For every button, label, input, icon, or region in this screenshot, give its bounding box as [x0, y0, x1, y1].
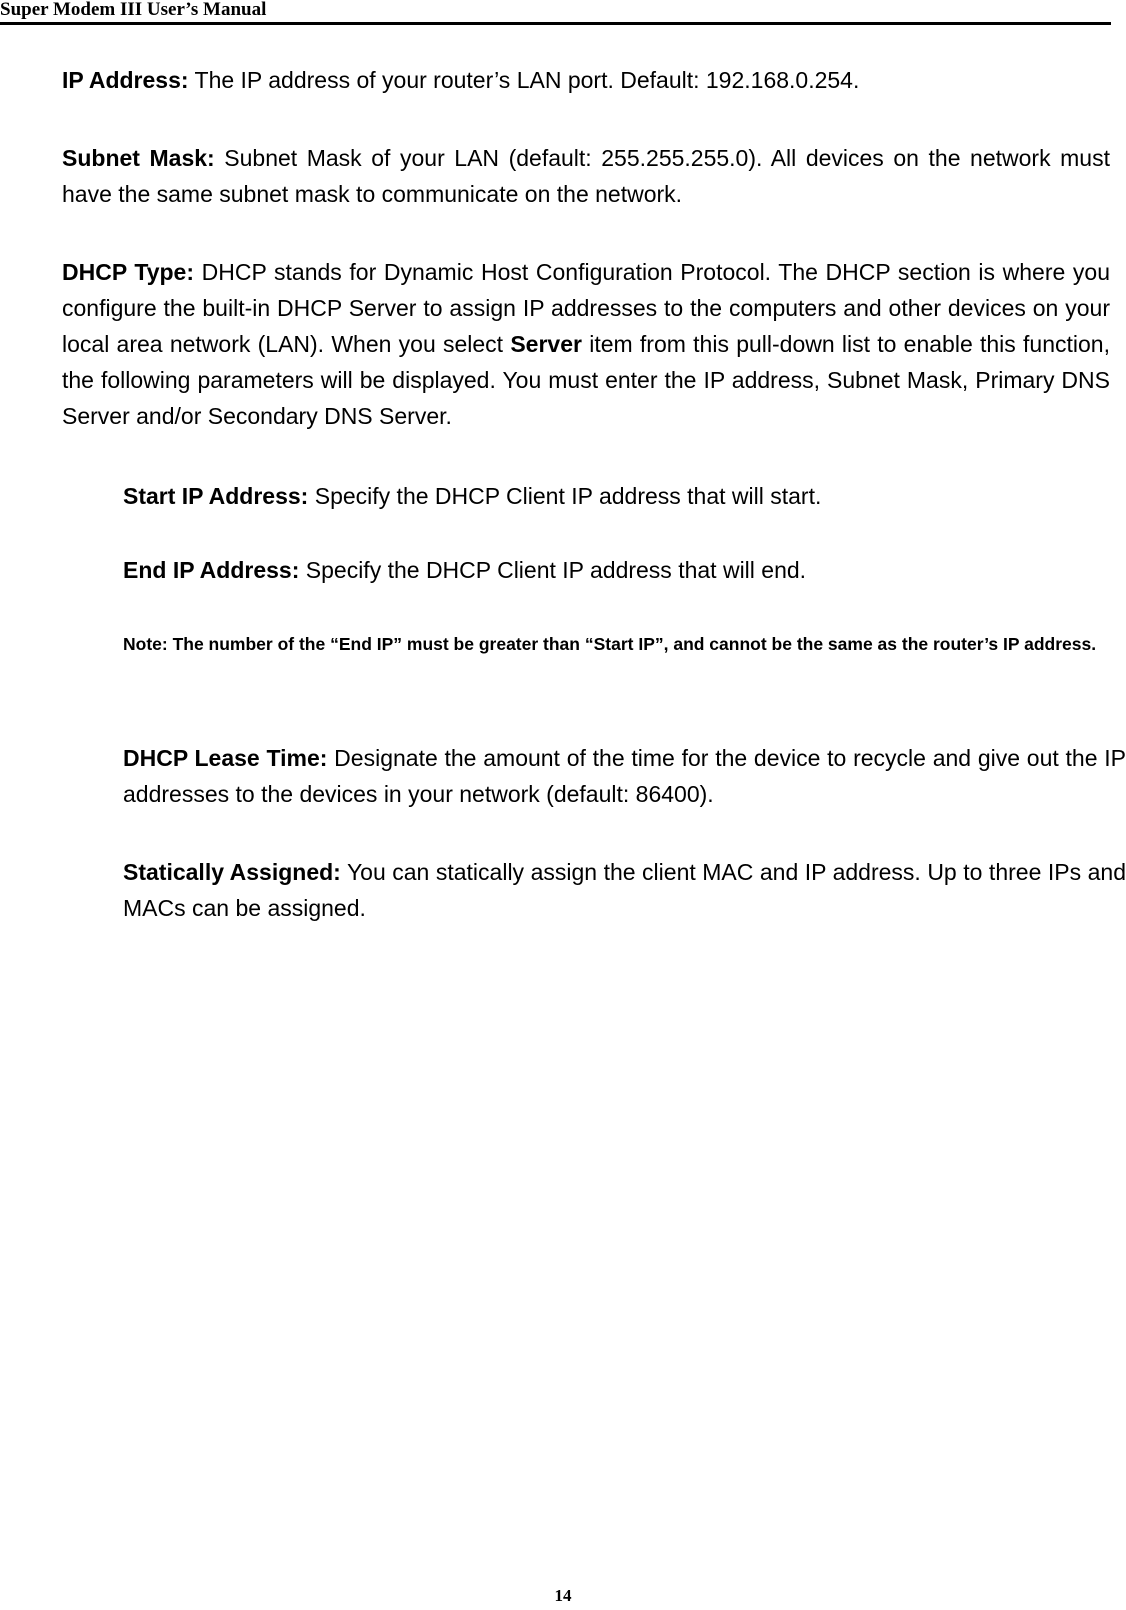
- end-ip-description: Specify the DHCP Client IP address that will end.: [299, 557, 807, 583]
- subnet-mask-paragraph: [62, 140, 1110, 212]
- note-paragraph: Note: The number of the “End IP” must be greater than “Start IP”, and cannot be the same as the router’s IP address.: [123, 634, 1097, 654]
- lease-time-term: DHCP Lease Time:: [123, 745, 328, 771]
- start-ip-description: Specify the DHCP Client IP address that will start.: [308, 483, 822, 509]
- document-title: Super Modem III User’s Manual: [0, 0, 267, 20]
- ip-address-term: IP Address:: [62, 67, 189, 93]
- statically-assigned-term: Statically Assigned:: [123, 859, 341, 885]
- statically-assigned-description: You can statically assign the client MAC and IP address. Up to three IPs and MACs can be assigned.: [123, 859, 1126, 921]
- subnet-mask-term: Subnet Mask:: [62, 145, 215, 171]
- page-number: 14: [554, 1586, 572, 1605]
- start-ip-term: Start IP Address:: [123, 483, 309, 509]
- end-ip-paragraph: [123, 552, 1111, 588]
- statically-assigned-paragraph: [123, 854, 1126, 926]
- lease-time-description: Designate the amount of the time for the device to recycle and give out the IP addresses to the devices in your network (default: 86400).: [123, 745, 1126, 807]
- dhcp-type-term: DHCP Type:: [62, 259, 195, 285]
- page-header: [0, 0, 1111, 25]
- dhcp-type-paragraph: [62, 254, 1110, 434]
- dhcp-type-description-start: DHCP stands for Dynamic Host Configuration Protocol. The DHCP section is where you configure the built-in DHCP Server to assign IP addresses to the computers and other devices on your local area network (LAN). When you select: [62, 259, 1110, 357]
- subnet-mask-description: Subnet Mask of your LAN (default: 255.255.255.0). All devices on the network must have the same subnet mask to communicate on the network.: [62, 145, 1110, 207]
- dhcp-type-description-end: item from this pull-down list to enable this function, the following parameters will be displayed. You must enter the IP address, Subnet Mask, Primary DNS Server and/or Secondary DNS Server.: [62, 331, 1110, 429]
- end-ip-term: End IP Address:: [123, 557, 300, 583]
- ip-address-description: The IP address of your router’s LAN port. Default: 192.168.0.254.: [188, 67, 860, 93]
- ip-address-paragraph: [62, 62, 1110, 98]
- start-ip-paragraph: [123, 478, 1111, 514]
- lease-time-paragraph: [123, 740, 1126, 812]
- server-option-label: Server: [510, 331, 582, 357]
